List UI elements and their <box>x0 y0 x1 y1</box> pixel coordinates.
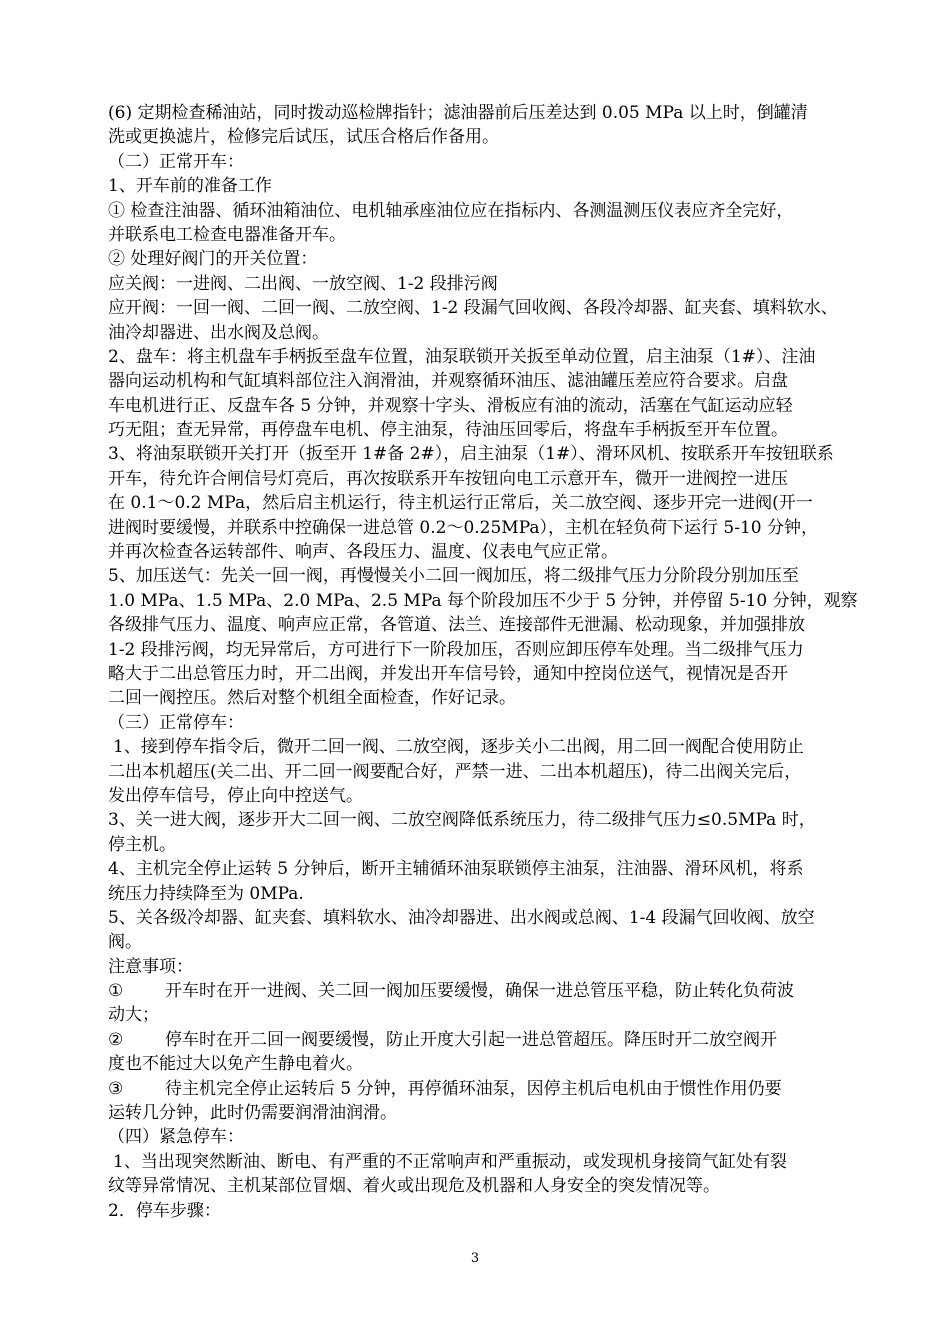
text-line: 1、当出现突然断油、断电、有严重的不正常响声和严重振动，或发现机身接筒气缸处有裂 <box>113 1151 787 1172</box>
text-line: 停主机。 <box>108 834 176 855</box>
note-continuation: 度也不能过大以免产生静电着火。 <box>108 1054 363 1075</box>
text-line: (6) 定期检查稀油站，同时拨动巡检牌指针；滤油器前后压差达到 0.05 MPa 以上时，倒罐清 <box>108 103 808 123</box>
text-line: 开车，待允许合闸信号灯亮后，再次按联系开车按钮向电工示意开车，微开一进阀控一进压 <box>108 468 788 489</box>
text-line: 并再次检查各运转部件、响声、各段压力、温度、仪表电气应正常。 <box>108 542 618 563</box>
text-line: 应关阀：一进阀、二出阀、一放空阀、1-2 段排污阀 <box>108 273 498 294</box>
text-line: 3、将油泵联锁开关打开（扳至开 1#备 2#），启主油泵（1#）、滑环风机、按联系开车按钮联系 <box>108 444 834 465</box>
note-text: 停车时在开二回一阀要缓慢，防止开度大引起一进总管超压。降压时开二放空阀开 <box>165 1029 777 1050</box>
note-text: 开车时在开一进阀、关二回一阀加压要缓慢，确保一进总管压平稳，防止转化负荷波 <box>165 981 794 1002</box>
text-line: ① 检查注油器、循环油箱油位、电机轴承座油位应在指标内、各测温测压仪表应齐全完好， <box>108 200 794 221</box>
text-line: （三）正常停车： <box>108 712 244 733</box>
text-line: 注意事项： <box>108 956 193 977</box>
text-line: 4、主机完全停止运转 5 分钟后，断开主辅循环油泵联锁停主油泵，注油器、滑环风机，将系 <box>108 859 804 880</box>
text-line: 应开阀：一回一阀、二回一阀、二放空阀、1-2 段漏气回收阀、各段冷却器、缸夹套、填料软水、 <box>108 298 838 319</box>
text-line: ② 处理好阀门的开关位置： <box>108 249 318 270</box>
text-line: 1.0 MPa、1.5 MPa、2.0 MPa、2.5 MPa 每个阶段加压不少于 5 分钟，并停留 5-10 分钟，观察 <box>108 590 858 611</box>
text-line: 阀。 <box>108 932 142 953</box>
text-line: 2．停车步骤： <box>108 1200 221 1221</box>
text-line: 器向运动机构和气缸填料部位注入润滑油，并观察循环油压、滤油罐压差应符合要求。启盘 <box>108 371 788 392</box>
text-line: 车电机进行正、反盘车各 5 分钟，并观察十字头、滑板应有油的流动，活塞在气缸运动应轻 <box>108 395 793 416</box>
page-number: 3 <box>470 1251 480 1266</box>
note-item <box>108 1028 864 1077</box>
text-line: 二出本机超压(关二出、开二回一阀要配合好，严禁一进、二出本机超压)，待二出阀关完后， <box>108 761 802 782</box>
text-line: 各级排气压力、温度、响声应正常，各管道、法兰、连接部件无泄漏、松动现象，并加强排放 <box>108 615 805 636</box>
text-line: 5、加压送气：先关一回一阀，再慢慢关小二回一阀加压，将二级排气压力分阶段分别加压至 <box>108 566 799 587</box>
text-line: 发出停车信号，停止向中控送气。 <box>108 785 363 806</box>
note-item <box>108 979 864 1028</box>
note-item <box>108 1077 864 1126</box>
text-line: 统压力持续降至为 0MPa. <box>108 883 304 904</box>
text-line: （四）紧急停车： <box>108 1127 244 1148</box>
note-continuation: 运转几分钟，此时仍需要润滑油润滑。 <box>108 1103 397 1124</box>
text-line: 油冷却器进、出水阀及总阀。 <box>108 322 329 343</box>
text-line: （二）正常开车： <box>108 151 244 172</box>
text-line: 洗或更换滤片，检修完后试压，试压合格后作备用。 <box>108 127 499 148</box>
text-line: 并联系电工检查电器准备开车。 <box>108 224 346 245</box>
note-marker: ③ <box>108 1078 124 1099</box>
text-line: 在 0.1～0.2 MPa，然后启主机运行，待主机运行正常后，关二放空阀、逐步开完一进阀(开一 <box>108 493 813 514</box>
text-line: 1、接到停车指令后，微开二回一阀、二放空阀，逐步关小二出阀，用二回一阀配合使用防止 <box>113 737 804 758</box>
text-line: 3、关一进大阀，逐步开大二回一阀、二放空阀降低系统压力，待二级排气压力≤0.5MPa 时， <box>108 810 816 831</box>
text-lines <box>108 101 864 979</box>
document-body <box>108 101 864 1223</box>
note-marker: ② <box>108 1029 124 1050</box>
note-first-line <box>108 1028 864 1052</box>
text-line: 巧无阻；查无异常，再停盘车电机、停主油泵，待油压回零后，将盘车手柄扳至开车位置。 <box>108 420 788 441</box>
text-line: 2、盘车：将主机盘车手柄扳至盘车位置，油泵联锁开关扳至单动位置，启主油泵（1#）、注油 <box>108 346 816 367</box>
note-marker: ① <box>108 981 124 1002</box>
text-line: 二回一阀控压。然后对整个机组全面检查，作好记录。 <box>108 688 516 709</box>
text-line: 1-2 段排污阀，均无异常后，方可进行下一阶段加压，否则应卸压停车处理。当二级排气压力 <box>108 639 804 660</box>
text-line: 略大于二出总管压力时，开二出阀，并发出开车信号铃，通知中控岗位送气，视情况是否开 <box>108 663 788 684</box>
text-line: 5、关各级冷却器、缸夹套、填料软水、油冷却器进、出水阀或总阀、1-4 段漏气回收阀、放空 <box>108 907 815 928</box>
note-text: 待主机完全停止运转后 5 分钟，再停循环油泵，因停主机后电机由于惯性作用仍要 <box>165 1078 782 1099</box>
text-line: 1、开车前的准备工作 <box>108 176 272 197</box>
tail-lines <box>108 1125 864 1223</box>
note-first-line <box>108 979 864 1003</box>
note-continuation: 动大； <box>108 1005 159 1026</box>
text-line: 纹等异常情况、主机某部位冒烟、着火或出现危及机器和人身安全的突发情况等。 <box>108 1176 720 1197</box>
text-line: 进阀时要缓慢，并联系中控确保一进总管 0.2～0.25MPa），主机在轻负荷下运行 5-10 分钟， <box>108 517 819 538</box>
notes-list <box>108 979 864 1125</box>
note-first-line <box>108 1077 864 1101</box>
